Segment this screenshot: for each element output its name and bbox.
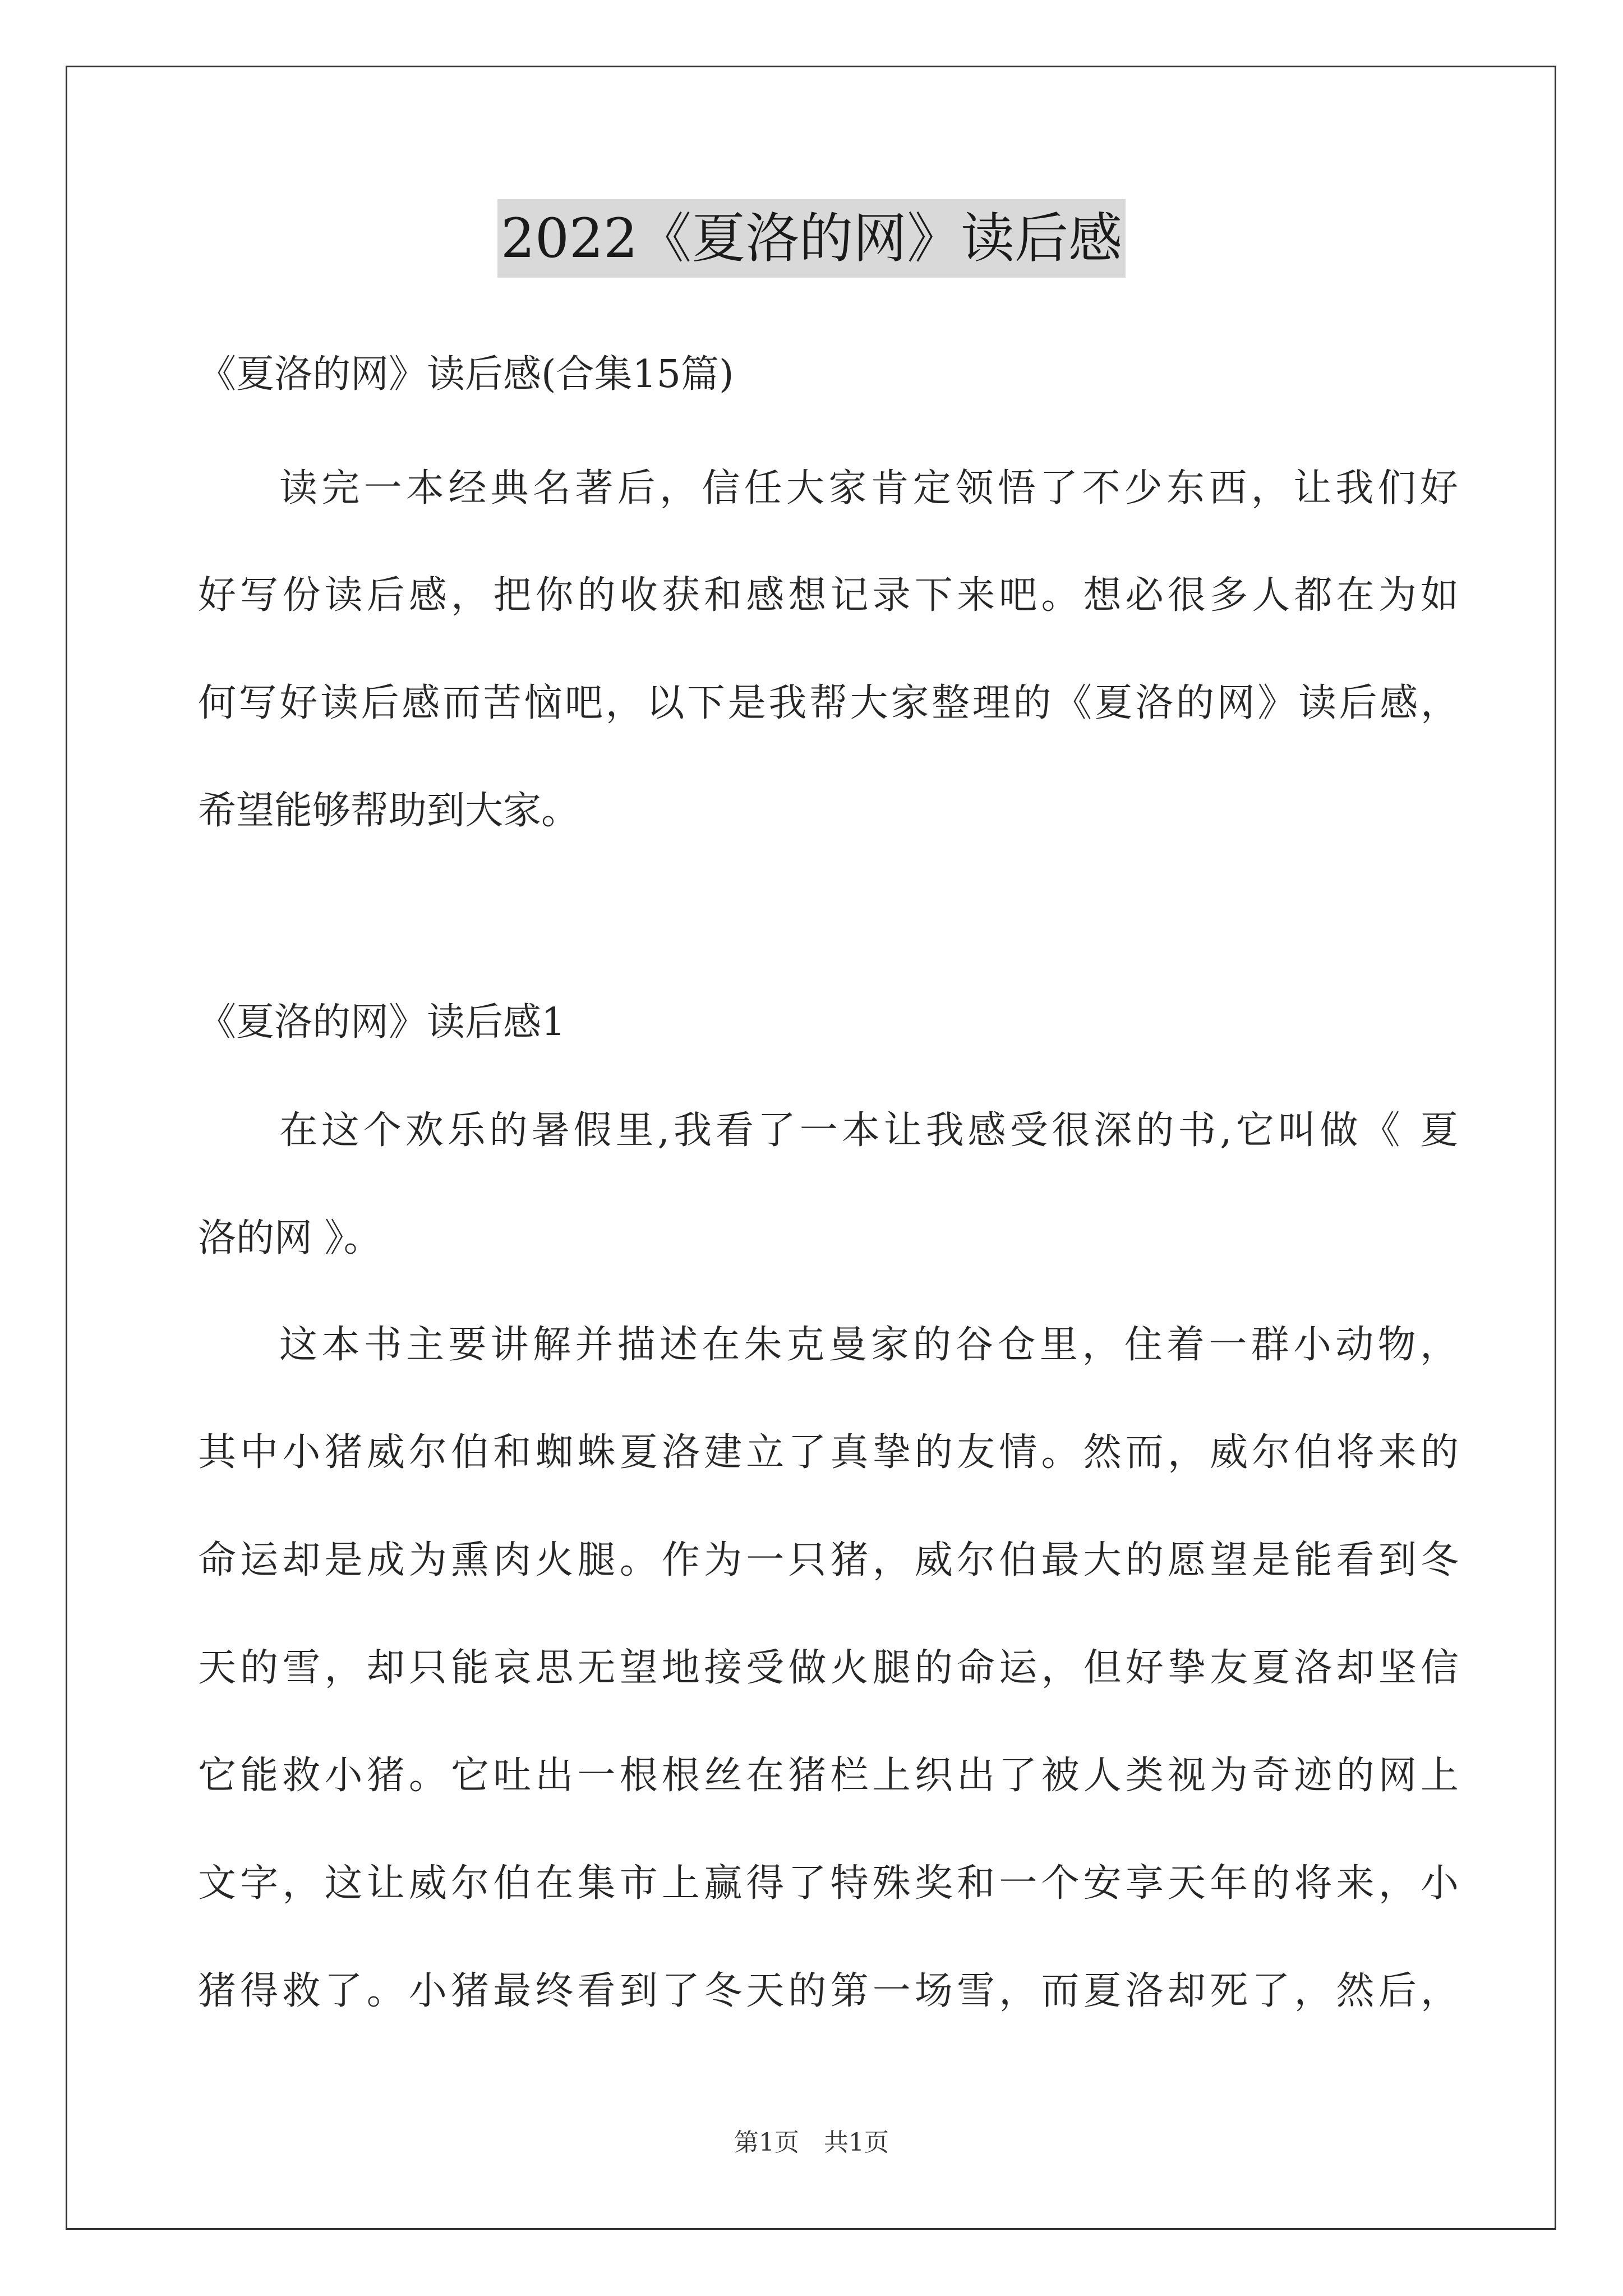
title-container bbox=[0, 199, 1623, 278]
intro-line: 好写份读后感，把你的收获和感想记录下来吧。想必很多人都在为如 bbox=[198, 573, 1459, 618]
paragraph-line: 文字，这让威尔伯在集市上赢得了特殊奖和一个安享天年的将来，小 bbox=[198, 1861, 1459, 1906]
paragraph-line: 这本书主要讲解并描述在朱克曼家的谷仓里，住着一群小动物， bbox=[279, 1323, 1458, 1367]
section-heading: 《夏洛的网》读后感1 bbox=[198, 1000, 566, 1045]
document-subtitle: 《夏洛的网》读后感(合集15篇) bbox=[198, 352, 734, 397]
paragraph-line: 天的雪，却只能哀思无望地接受做火腿的命运，但好挚友夏洛却坚信 bbox=[198, 1646, 1459, 1690]
paragraph-line: 命运却是成为熏肉火腿。作为一只猪，威尔伯最大的愿望是能看到冬 bbox=[198, 1538, 1459, 1582]
document-title: 2022《夏洛的网》读后感 bbox=[497, 199, 1126, 278]
paragraph-line: 猪得救了。小猪最终看到了冬天的第一场雪，而夏洛却死了，然后， bbox=[198, 1969, 1459, 2013]
paragraph-line: 在这个欢乐的暑假里,我看了一本让我感受很深的书,它叫做《 夏 bbox=[279, 1108, 1458, 1153]
intro-line: 何写好读后感而苦恼吧，以下是我帮大家整理的《夏洛的网》读后感， bbox=[198, 681, 1459, 725]
intro-line: 读完一本经典名著后，信任大家肯定领悟了不少东西，让我们好 bbox=[279, 466, 1458, 510]
page-footer: 第1页 共1页 bbox=[734, 2128, 889, 2157]
paragraph-line: 其中小猪威尔伯和蜘蛛夏洛建立了真挚的友情。然而，威尔伯将来的 bbox=[198, 1430, 1459, 1475]
paragraph-line: 洛的网 》。 bbox=[198, 1216, 382, 1260]
intro-line: 希望能够帮助到大家。 bbox=[198, 789, 580, 833]
paragraph-line: 它能救小猪。它吐出一根根丝在猪栏上织出了被人类视为奇迹的网上 bbox=[198, 1754, 1459, 1798]
